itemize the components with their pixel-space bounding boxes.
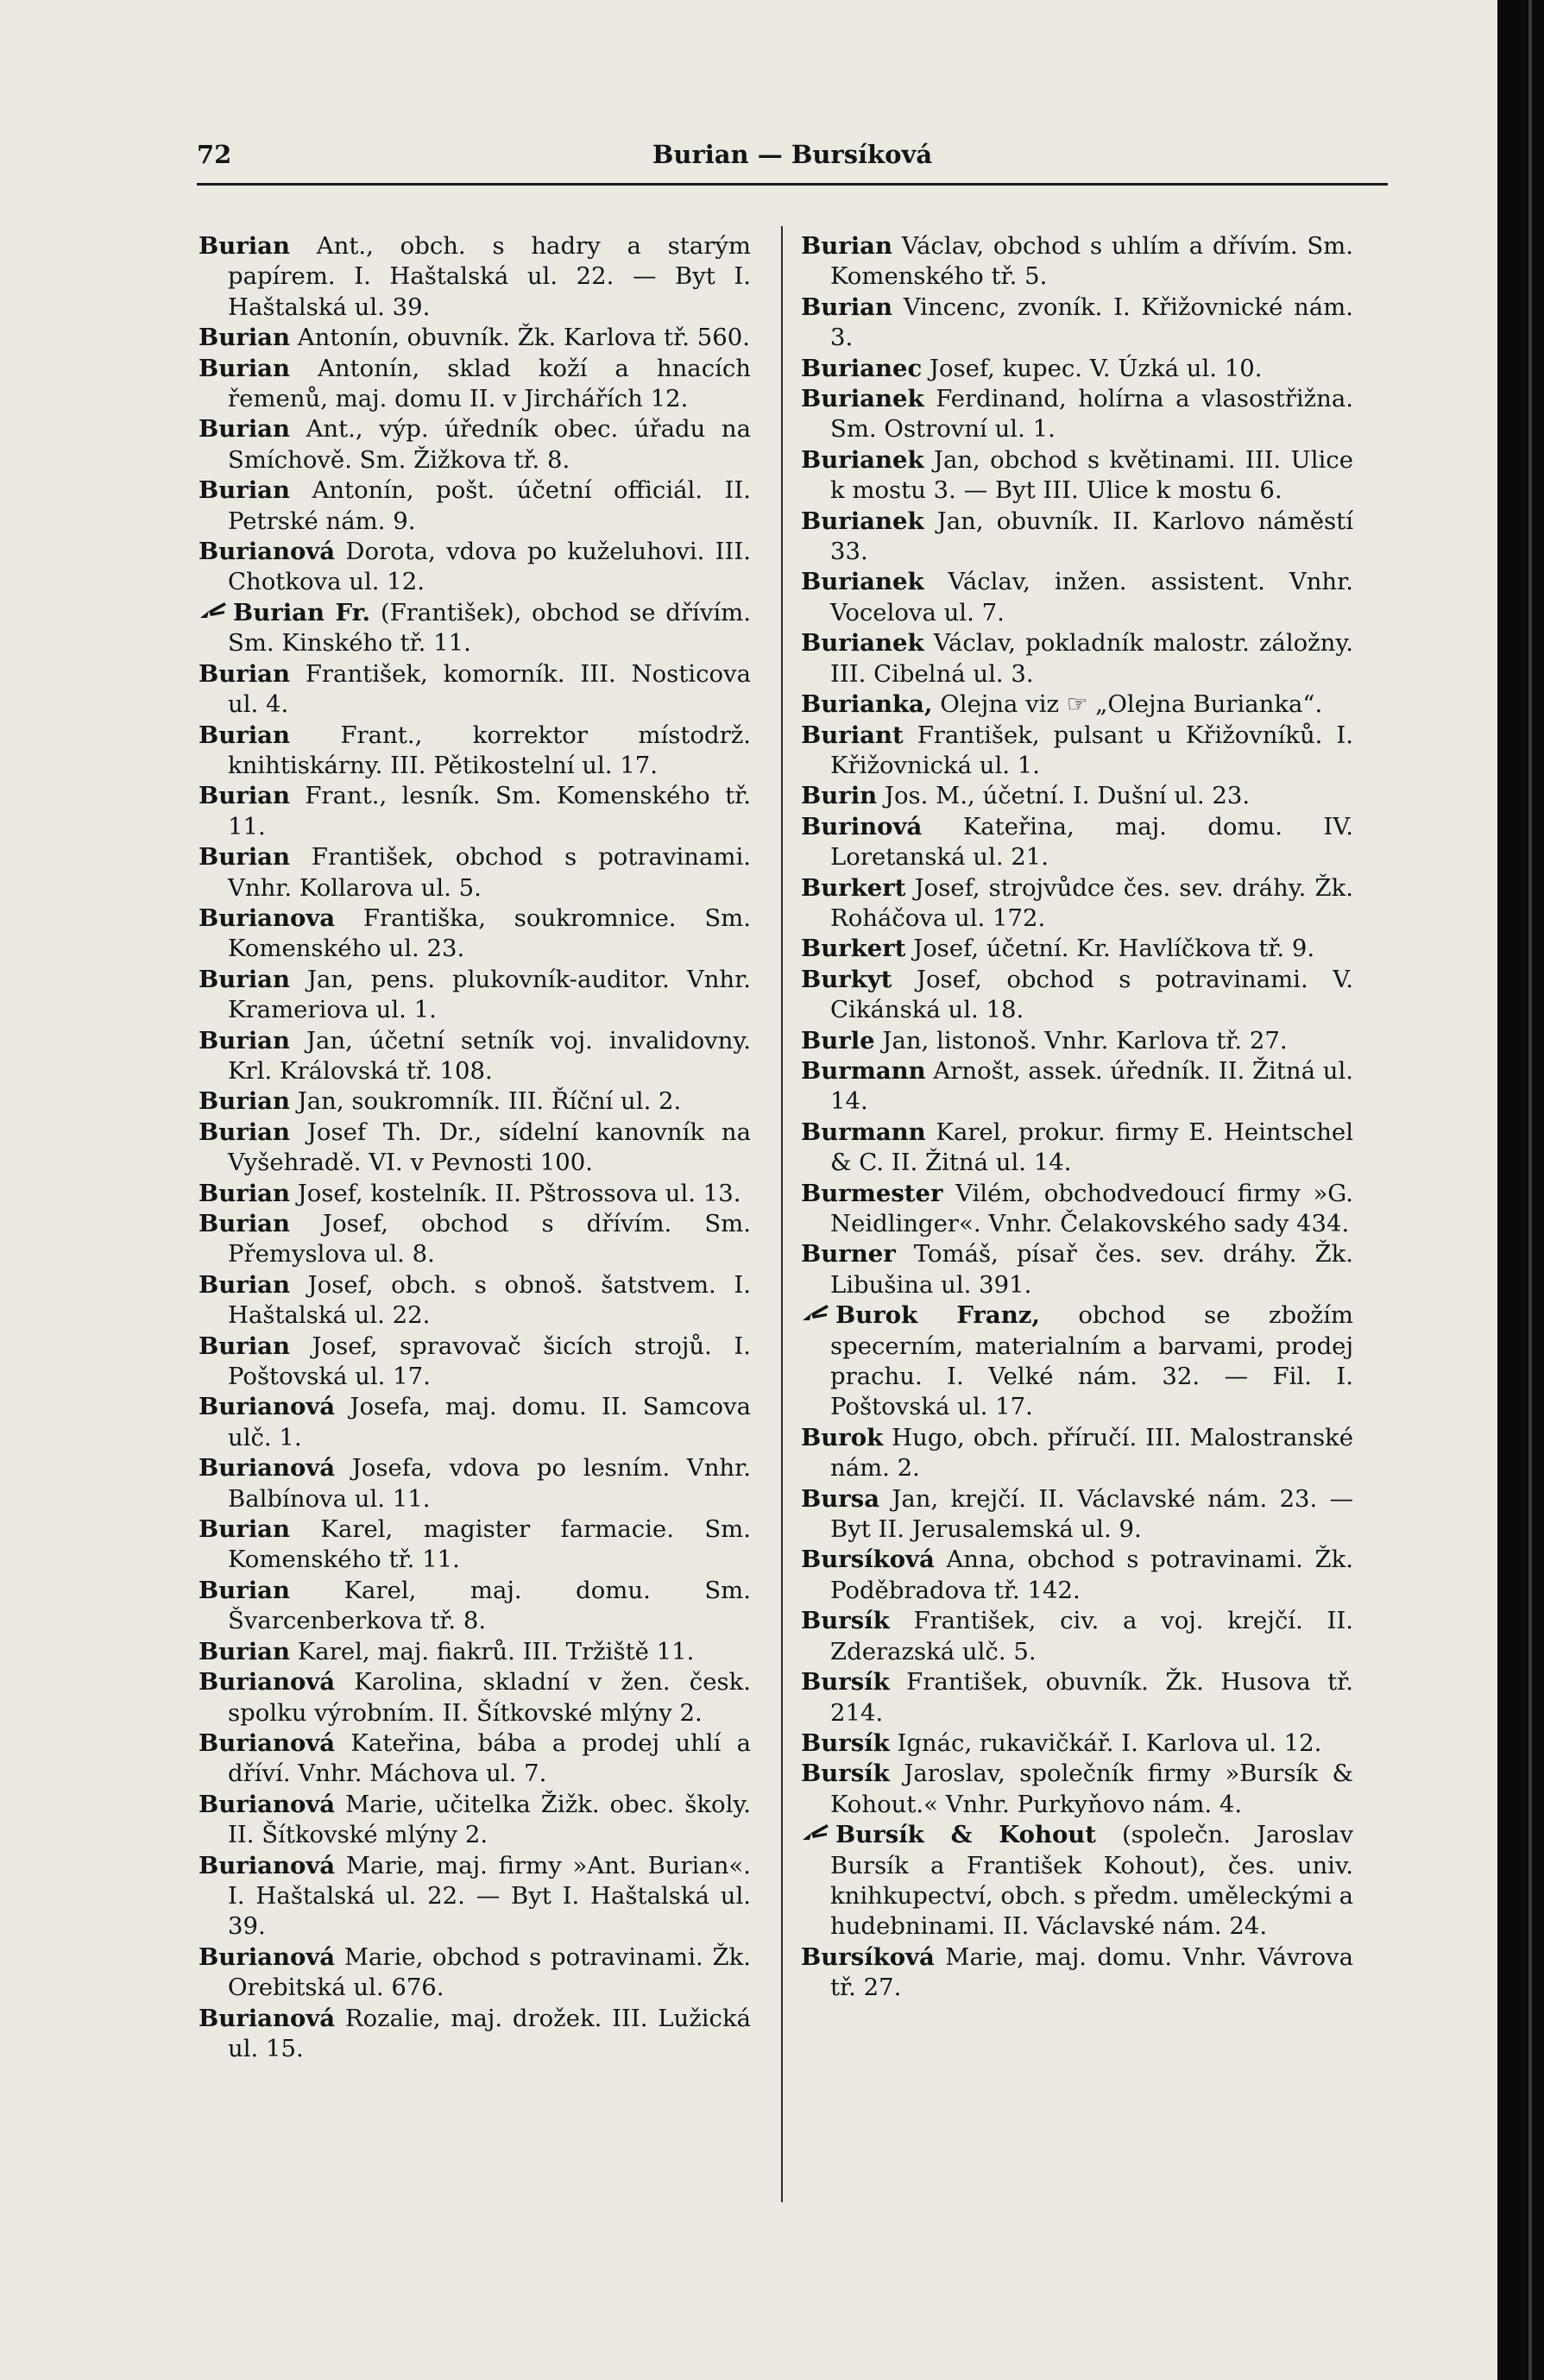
directory-entry xyxy=(801,1728,1353,1759)
entry-details: Frant., korrektor místodrž. knihtiskárny. III. Pětikostelní ul. 17. xyxy=(228,721,751,779)
directory-entry xyxy=(801,965,1353,1026)
entry-surname: Burian xyxy=(199,1210,290,1237)
entry-details: Tomáš, písař čes. sev. dráhy. Žk. Libušina ul. 391. xyxy=(830,1240,1353,1299)
entry-details: Karel, maj. domu. Sm. Švarcenberkova tř. 8. xyxy=(228,1576,751,1635)
directory-entry xyxy=(801,1759,1353,1820)
directory-entry xyxy=(199,1086,751,1117)
entry-details: Marie, obchod s potravinami. Žk. Orebitská ul. 676. xyxy=(228,1942,751,2002)
entry-surname: Bursík & Kohout xyxy=(835,1821,1096,1849)
entry-details: Jan, soukromník. III. Říční ul. 2. xyxy=(297,1087,682,1116)
directory-entry xyxy=(199,1118,751,1179)
directory-entry xyxy=(199,414,751,475)
entry-details: Arnošt, assek. úředník. II. Žitná ul. 14. xyxy=(830,1056,1353,1116)
directory-entry xyxy=(199,231,751,323)
directory-entry xyxy=(199,721,751,782)
directory-entry xyxy=(199,1209,751,1270)
entry-surname: Bursík xyxy=(801,1760,890,1788)
directory-entry xyxy=(801,628,1353,689)
directory-entry xyxy=(199,1728,751,1790)
directory-entry xyxy=(801,567,1353,628)
entry-surname: Burianová xyxy=(199,1728,336,1757)
entry-surname: Burianová xyxy=(199,1668,336,1697)
directory-entry xyxy=(199,598,751,659)
entry-surname: Burian xyxy=(801,232,892,260)
directory-entry xyxy=(801,1056,1353,1118)
entry-details: Kateřina, maj. domu. IV. Loretanská ul. 21. xyxy=(830,812,1353,872)
directory-entry xyxy=(199,904,751,965)
right-column xyxy=(801,231,1353,2004)
page-number: 72 xyxy=(197,140,232,169)
directory-entry xyxy=(199,1942,751,2004)
entry-surname: Burok xyxy=(801,1423,884,1451)
entry-surname: Burian xyxy=(199,1515,290,1544)
directory-entry xyxy=(801,231,1353,293)
directory-entry xyxy=(199,1332,751,1393)
directory-entry xyxy=(801,1179,1353,1240)
entry-details: Josef, obch. s obnoš. šatstvem. I. Haštalská ul. 22. xyxy=(228,1270,751,1330)
entry-details: Antonín, obuvník. Žk. Karlova tř. 560. xyxy=(297,324,750,352)
left-column xyxy=(199,231,751,2064)
entry-surname: Burian xyxy=(199,1637,290,1665)
directory-entry xyxy=(801,1239,1353,1300)
directory-entry xyxy=(199,1270,751,1332)
entry-details: Marie, maj. domu. Vnhr. Vávrova tř. 27. xyxy=(830,1942,1353,2002)
entry-details: Jan, obuvník. II. Karlovo náměstí 33. xyxy=(830,507,1353,566)
directory-entry xyxy=(801,812,1353,873)
directory-entry xyxy=(801,689,1353,720)
entry-details: Ant., výp. úředník obec. úřadu na Smíchově. Sm. Žižkova tř. 8. xyxy=(228,415,751,474)
entry-details: František, obchod s potravinami. Vnhr. Kollarova ul. 5. xyxy=(228,843,751,902)
entry-details: Karel, magister farmacie. Sm. Komenského tř. 11. xyxy=(228,1515,751,1574)
entry-surname: Bursík xyxy=(801,1668,890,1697)
entry-surname: Burianka, xyxy=(801,690,933,719)
directory-entry xyxy=(801,1423,1353,1484)
running-head: Burian — Bursíková xyxy=(652,140,933,169)
entry-details: Karel, prokur. firmy E. Heintschel & C. II. Žitná ul. 14. xyxy=(830,1118,1353,1177)
entry-details: Václav, obchod s uhlím a dřívím. Sm. Komenského tř. 5. xyxy=(830,232,1353,291)
directory-entry xyxy=(199,1790,751,1851)
entry-surname: Burian xyxy=(199,232,290,260)
entry-surname: Burian xyxy=(199,1026,290,1055)
entry-details: Josef, obchod s dřívím. Sm. Přemyslova ul. 8. xyxy=(228,1210,751,1269)
entry-details: Vincenc, zvoník. I. Křižovnické nám. 3. xyxy=(830,293,1353,352)
entry-surname: Burian xyxy=(199,965,290,993)
entry-surname: Burianová xyxy=(199,1454,336,1483)
directory-entry xyxy=(199,1576,751,1637)
directory-entry xyxy=(801,1300,1353,1423)
entry-details: Josef, strojvůdce čes. sev. dráhy. Žk. Roháčova ul. 172. xyxy=(830,873,1353,932)
entry-surname: Burianová xyxy=(199,1393,336,1421)
entry-surname: Burmann xyxy=(801,1118,926,1146)
entry-details: Dorota, vdova po kuželuhovi. III. Chotkova ul. 12. xyxy=(228,538,751,596)
entry-surname: Burian xyxy=(199,659,290,688)
entry-details: Ignác, rukavičkář. I. Karlova ul. 12. xyxy=(897,1728,1322,1757)
entry-surname: Bursík xyxy=(801,1728,890,1757)
directory-entry xyxy=(199,537,751,598)
directory-entry xyxy=(199,1392,751,1453)
page-edge xyxy=(1497,0,1544,2380)
directory-entry xyxy=(199,1026,751,1087)
entry-details: Kateřina, bába a prodej uhlí a dříví. Vnhr. Máchova ul. 7. xyxy=(228,1728,751,1788)
directory-entry xyxy=(801,781,1353,811)
entry-details: František, civ. a voj. krejčí. II. Zderazská ulč. 5. xyxy=(830,1607,1353,1665)
entry-details: Frant., lesník. Sm. Komenského tř. 11. xyxy=(228,782,751,841)
entry-details: Václav, pokladník malostr. záložny. III. Cibelná ul. 3. xyxy=(830,629,1353,688)
directory-entry xyxy=(801,1820,1353,1942)
entry-surname: Burinová xyxy=(801,812,923,841)
entry-details: obchod se zbožím specerním, materialním a barvami, prodej prachu. I. Velké nám. 32. — Fil. I. Poštovská ul. 17. xyxy=(830,1301,1353,1421)
entry-details: (František), obchod se dřívím. Sm. Kinského tř. 11. xyxy=(228,598,752,658)
directory-entry xyxy=(199,2004,751,2065)
entry-surname: Burle xyxy=(801,1026,875,1055)
entry-surname: Burian xyxy=(199,782,290,810)
entry-surname: Burian xyxy=(199,1332,290,1360)
entry-surname: Burianová xyxy=(199,1790,336,1818)
directory-entry xyxy=(199,475,751,537)
directory-entry xyxy=(199,1179,751,1209)
directory-entry xyxy=(199,1667,751,1728)
entry-details: Antonín, pošt. účetní officiál. II. Petrské nám. 9. xyxy=(228,476,751,535)
entry-surname: Burian xyxy=(199,843,290,872)
entry-details: Františka, soukromnice. Sm. Komenského ul. 23. xyxy=(228,904,751,963)
entry-surname: Burmester xyxy=(801,1179,943,1207)
entry-details: Josefa, maj. domu. II. Samcova ulč. 1. xyxy=(228,1393,751,1451)
entry-details: Jan, obchod s květinami. III. Ulice k mostu 3. — Byt III. Ulice k mostu 6. xyxy=(830,445,1353,505)
entry-surname: Burian Fr. xyxy=(233,598,371,626)
entry-surname: Burian xyxy=(199,1576,290,1604)
entry-details: Jan, účetní setník voj. invalidovny. Krl. Královská tř. 108. xyxy=(228,1026,751,1085)
entry-surname: Buriant xyxy=(801,721,904,749)
directory-entry xyxy=(199,323,751,353)
directory-entry xyxy=(801,445,1353,507)
entry-details: (společn. Jaroslav Bursík a František Kohout), čes. univ. knihkupectví, obch. s předm. uměleckými a hudebninami. II. Václavské nám. 24. xyxy=(830,1821,1353,1941)
directory-entry xyxy=(801,293,1353,354)
entry-details: Josef Th. Dr., sídelní kanovník na Vyšehradě. VI. v Pevnosti 100. xyxy=(228,1118,752,1177)
directory-entry xyxy=(199,1514,751,1576)
entry-surname: Burin xyxy=(801,782,878,810)
entry-details: Marie, učitelka Žižk. obec. školy. II. Šítkovské mlýny 2. xyxy=(228,1790,751,1849)
entry-surname: Burner xyxy=(801,1240,896,1269)
entry-surname: Burianek xyxy=(801,507,924,535)
entry-surname: Burian xyxy=(199,415,290,444)
entry-details: František, pulsant u Křižovníků. I. Křižovnická ul. 1. xyxy=(830,721,1354,779)
entry-surname: Burianec xyxy=(801,354,923,382)
directory-entry xyxy=(801,873,1353,935)
entry-details: Jos. M., účetní. I. Dušní ul. 23. xyxy=(884,782,1251,810)
entry-details: Josef, kupec. V. Úzká ul. 10. xyxy=(929,354,1263,382)
entry-details: Karolina, skladní v žen. česk. spolku výrobním. II. Šítkovské mlýny 2. xyxy=(228,1668,751,1727)
directory-entry xyxy=(199,1637,751,1667)
entry-details: Jan, listonoš. Vnhr. Karlova tř. 27. xyxy=(882,1026,1288,1055)
entry-surname: Burianová xyxy=(199,2004,336,2032)
entry-surname: Burian xyxy=(801,293,892,321)
entry-details: Karel, maj. fiakrů. III. Tržiště 11. xyxy=(297,1637,695,1665)
entry-details: Josef, spravovač šicích strojů. I. Poštovská ul. 17. xyxy=(228,1332,751,1391)
directory-entry xyxy=(801,721,1353,782)
entry-surname: Burianová xyxy=(199,1942,336,1971)
entry-surname: Bursíková xyxy=(801,1546,935,1574)
entry-details: Rozalie, maj. drožek. III. Lužická ul. 15. xyxy=(228,2004,751,2062)
pointing-hand-icon xyxy=(801,1823,830,1845)
pointing-hand-icon xyxy=(199,601,228,623)
directory-entry xyxy=(801,384,1353,445)
entry-details: Josef, kostelník. II. Pštrossova ul. 13. xyxy=(297,1179,741,1207)
entry-surname: Bursa xyxy=(801,1484,880,1513)
directory-entry xyxy=(199,354,751,415)
entry-details: František, komorník. III. Nosticova ul. 4. xyxy=(228,659,751,719)
entry-surname: Burian xyxy=(199,1087,290,1116)
directory-entry xyxy=(199,1453,751,1514)
entry-surname: Burianova xyxy=(199,904,336,932)
entry-surname: Burkert xyxy=(801,873,906,902)
entry-details: Hugo, obch. příručí. III. Malostranské nám. 2. xyxy=(830,1423,1353,1483)
entry-surname: Burianek xyxy=(801,629,924,658)
entry-surname: Bursíková xyxy=(801,1942,935,1971)
directory-entry xyxy=(801,507,1353,568)
entry-details: Václav, inžen. assistent. Vnhr. Vocelova ul. 7. xyxy=(830,568,1353,626)
entry-surname: Burianek xyxy=(801,385,924,413)
entry-surname: Burianová xyxy=(199,538,336,566)
entry-details: Ferdinand, holírna a vlasostřižna. Sm. Ostrovní ul. 1. xyxy=(830,385,1353,444)
directory-entry xyxy=(801,1026,1353,1056)
entry-surname: Burianek xyxy=(801,445,924,474)
entry-surname: Burian xyxy=(199,1118,290,1146)
entry-surname: Burian xyxy=(199,476,290,505)
entry-details: Vilém, obchodvedoucí firmy »G. Neidlinger«. Vnhr. Čelakovského sady 434. xyxy=(830,1179,1353,1237)
directory-entry xyxy=(801,1667,1353,1728)
entry-surname: Burkyt xyxy=(801,965,892,993)
entry-surname: Burian xyxy=(199,324,290,352)
entry-details: Josef, obchod s potravinami. V. Cikánská ul. 18. xyxy=(830,965,1353,1024)
directory-entry xyxy=(199,659,751,721)
entry-details: Josef, účetní. Kr. Havlíčkova tř. 9. xyxy=(913,935,1315,963)
directory-entry xyxy=(801,1118,1353,1179)
entry-details: Josefa, vdova po lesním. Vnhr. Balbínova ul. 11. xyxy=(228,1454,751,1513)
directory-entry xyxy=(801,1545,1353,1606)
directory-entry xyxy=(801,934,1353,964)
header-rule xyxy=(197,183,1388,186)
entry-surname: Burmann xyxy=(801,1056,926,1085)
entry-surname: Burianová xyxy=(199,1851,336,1879)
entry-details: Olejna viz ☞ „Olejna Burianka“. xyxy=(940,690,1323,719)
entry-surname: Burian xyxy=(199,1179,290,1207)
directory-entry xyxy=(801,354,1353,384)
entry-surname: Bursík xyxy=(801,1607,890,1635)
page-header xyxy=(197,140,1388,174)
entry-surname: Burian xyxy=(199,354,290,382)
pointing-hand-icon xyxy=(801,1303,830,1325)
directory-entry xyxy=(199,781,751,842)
column-divider xyxy=(781,226,783,2202)
directory-entry xyxy=(801,1606,1353,1667)
entry-details: František, obuvník. Žk. Husova tř. 214. xyxy=(830,1668,1353,1727)
entry-surname: Burianek xyxy=(801,568,924,596)
entry-details: Marie, maj. firmy »Ant. Burian«. I. Haštalská ul. 22. — Byt I. Haštalská ul. 39. xyxy=(228,1851,751,1941)
entry-details: Jan, pens. plukovník-auditor. Vnhr. Krameriova ul. 1. xyxy=(228,965,751,1024)
entry-surname: Burok Franz, xyxy=(835,1301,1040,1330)
entry-details: Anna, obchod s potravinami. Žk. Poděbradova tř. 142. xyxy=(830,1546,1353,1604)
directory-entry xyxy=(199,842,751,904)
entry-surname: Burian xyxy=(199,721,290,749)
entry-details: Antonín, sklad koží a hnacích řemenů, maj. domu II. v Jirchářích 12. xyxy=(228,354,751,413)
entry-surname: Burkert xyxy=(801,935,906,963)
directory-entry xyxy=(199,1851,751,1942)
entry-details: Ant., obch. s hadry a starým papírem. I. Haštalská ul. 22. — Byt I. Haštalská ul. 39. xyxy=(228,232,751,321)
entry-surname: Burian xyxy=(199,1270,290,1299)
directory-entry xyxy=(199,965,751,1026)
entry-details: Jaroslav, společník firmy »Bursík & Kohout.« Vnhr. Purkyňovo nám. 4. xyxy=(830,1760,1353,1818)
directory-entry xyxy=(801,1484,1353,1546)
directory-entry xyxy=(801,1942,1353,2004)
entry-details: Jan, krejčí. II. Václavské nám. 23. — Byt II. Jerusalemská ul. 9. xyxy=(830,1484,1354,1544)
